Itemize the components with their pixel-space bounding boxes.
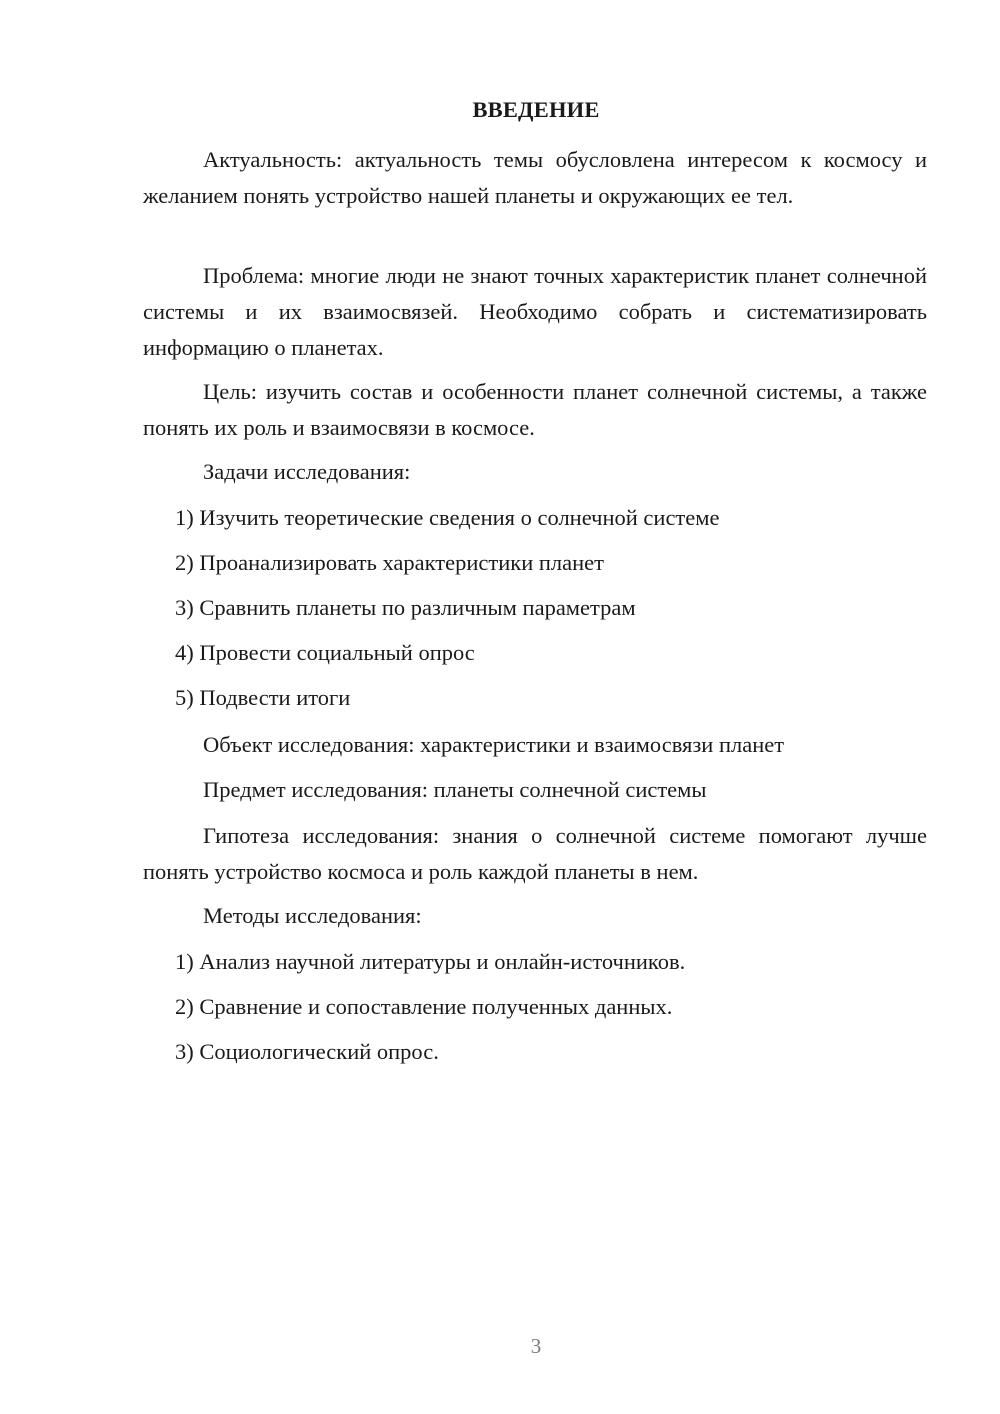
tasks-heading: Задачи исследования:	[203, 459, 411, 484]
method-item: 1) Анализ научной литературы и онлайн-источников.	[175, 949, 686, 974]
task-item: 4) Провести социальный опрос	[175, 640, 475, 665]
problem-paragraph: Проблема: многие люди не знают точных характеристик планет солнечной системы и их взаимосвязей. Необходимо собрать и систематизировать информацию о планетах.	[143, 263, 927, 360]
task-item: 5) Подвести итоги	[175, 685, 351, 710]
page-number: 3	[530, 1334, 542, 1358]
hypothesis-paragraph: Гипотеза исследования: знания о солнечной системе помогают лучше понять устройство космоса и роль каждой планеты в нем.	[143, 823, 927, 884]
method-item: 2) Сравнение и сопоставление полученных данных.	[175, 994, 673, 1019]
task-item: 2) Проанализировать характеристики планет	[175, 550, 604, 575]
object-line: Объект исследования: характеристики и взаимосвязи планет	[203, 732, 785, 757]
relevance-paragraph: Актуальность: актуальность темы обусловлена интересом к космосу и желанием понять устройство нашей планеты и окружающих ее тел.	[143, 147, 927, 208]
task-item: 1) Изучить теоретические сведения о солнечной системе	[175, 505, 720, 530]
subject-line: Предмет исследования: планеты солнечной системы	[203, 777, 707, 802]
section-title: ВВЕДЕНИЕ	[472, 97, 600, 122]
task-item: 3) Сравнить планеты по различным параметрам	[175, 595, 636, 620]
methods-heading: Методы исследования:	[203, 903, 422, 928]
goal-paragraph: Цель: изучить состав и особенности планет солнечной системы, а также понять их роль и взаимосвязи в космосе.	[143, 379, 927, 440]
method-item: 3) Социологический опрос.	[175, 1039, 439, 1064]
